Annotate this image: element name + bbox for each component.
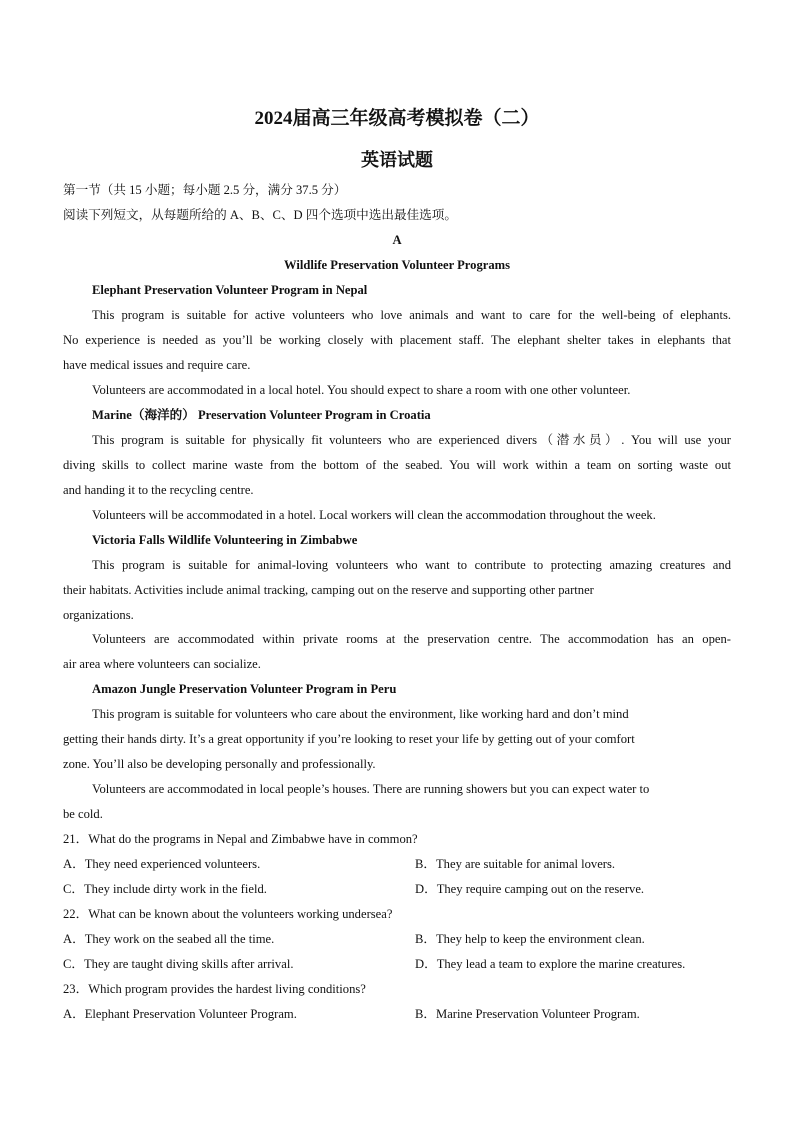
program-heading-croatia: Marine（海洋的） Preservation Volunteer Program in Croatia xyxy=(92,408,431,422)
exam-title: 2024届高三年级高考模拟卷（二） xyxy=(254,108,540,129)
passage-title: Wildlife Preservation Volunteer Programs xyxy=(283,258,511,272)
paragraph-line: Volunteers are accommodated within private rooms at the preservation centre. The accommodation has an open- xyxy=(92,632,731,646)
question-23-option-b: B．Marine Preservation Volunteer Program. xyxy=(415,1007,640,1021)
paragraph-line: This program is suitable for active volunteers who love animals and want to care for the well-being of elephants. xyxy=(92,308,731,322)
question-22-stem: 22．What can be known about the volunteers working undersea? xyxy=(63,907,393,921)
question-22-option-c: C．They are taught diving skills after arrival. xyxy=(63,957,294,971)
paragraph-line: be cold. xyxy=(63,807,103,821)
question-22-option-b: B．They help to keep the environment clean. xyxy=(415,932,645,946)
paragraph-line: Volunteers will be accommodated in a hotel. Local workers will clean the accommodation throughout the week. xyxy=(92,508,656,522)
question-21-option-c: C．They include dirty work in the field. xyxy=(63,882,267,896)
part-label: A xyxy=(392,233,402,247)
paragraph-line: have medical issues and require care. xyxy=(63,358,251,372)
section-instruction: 阅读下列短文，从每题所给的 A、B、C、D 四个选项中选出最佳选项。 xyxy=(63,208,457,222)
paragraph-line: air area where volunteers can socialize. xyxy=(63,657,261,671)
program-heading-nepal: Elephant Preservation Volunteer Program in Nepal xyxy=(92,283,368,297)
question-23-option-a: A．Elephant Preservation Volunteer Program. xyxy=(63,1007,297,1021)
question-22-option-a: A．They work on the seabed all the time. xyxy=(63,932,275,946)
paragraph-line: getting their hands dirty. It’s a great opportunity if you’re looking to reset your life by getting out of your comfort xyxy=(63,732,635,746)
question-21-stem: 21．What do the programs in Nepal and Zimbabwe have in common? xyxy=(63,832,418,846)
paragraph-line: Volunteers are accommodated in local people’s houses. There are running showers but you can expect water to xyxy=(92,782,650,796)
paragraph-line: organizations. xyxy=(63,608,134,622)
paragraph-line: their habitats. Activities include animal tracking, camping out on the reserve and supporting other partner xyxy=(63,583,594,597)
paragraph-line: Volunteers are accommodated in a local hotel. You should expect to share a room with one other volunteer. xyxy=(92,383,631,397)
paragraph-line: zone. You’ll also be developing personally and professionally. xyxy=(63,757,376,771)
paragraph-line: diving skills to collect marine waste from the bottom of the seabed. You will work within a team on sorting waste out xyxy=(63,458,731,472)
paragraph-line: No experience is needed as you’ll be working closely with placement staff. The elephant shelter takes in elephants that xyxy=(63,333,731,347)
exam-subtitle: 英语试题 xyxy=(361,150,433,170)
question-21-option-b: B．They are suitable for animal lovers. xyxy=(415,857,616,871)
paragraph-line: This program is suitable for volunteers who care about the environment, like working hard and don’t mind xyxy=(92,707,629,721)
paragraph-line: This program is suitable for physically fit volunteers who are experienced divers（潜水员）. You will use your xyxy=(92,433,731,447)
section-heading: 第一节（共 15 小题；每小题 2.5 分，满分 37.5 分） xyxy=(63,183,347,197)
question-23-stem: 23．Which program provides the hardest living conditions? xyxy=(63,982,366,996)
question-21-option-a: A．They need experienced volunteers. xyxy=(63,857,261,871)
question-22-option-d: D．They lead a team to explore the marine creatures. xyxy=(415,957,686,971)
question-21-option-d: D．They require camping out on the reserve. xyxy=(415,882,645,896)
paragraph-line: and handing it to the recycling centre. xyxy=(63,483,254,497)
program-heading-peru: Amazon Jungle Preservation Volunteer Program in Peru xyxy=(92,682,397,696)
paragraph-line: This program is suitable for animal-loving volunteers who want to contribute to protecting amazing creatures and xyxy=(92,558,731,572)
program-heading-zimbabwe: Victoria Falls Wildlife Volunteering in Zimbabwe xyxy=(92,533,358,547)
